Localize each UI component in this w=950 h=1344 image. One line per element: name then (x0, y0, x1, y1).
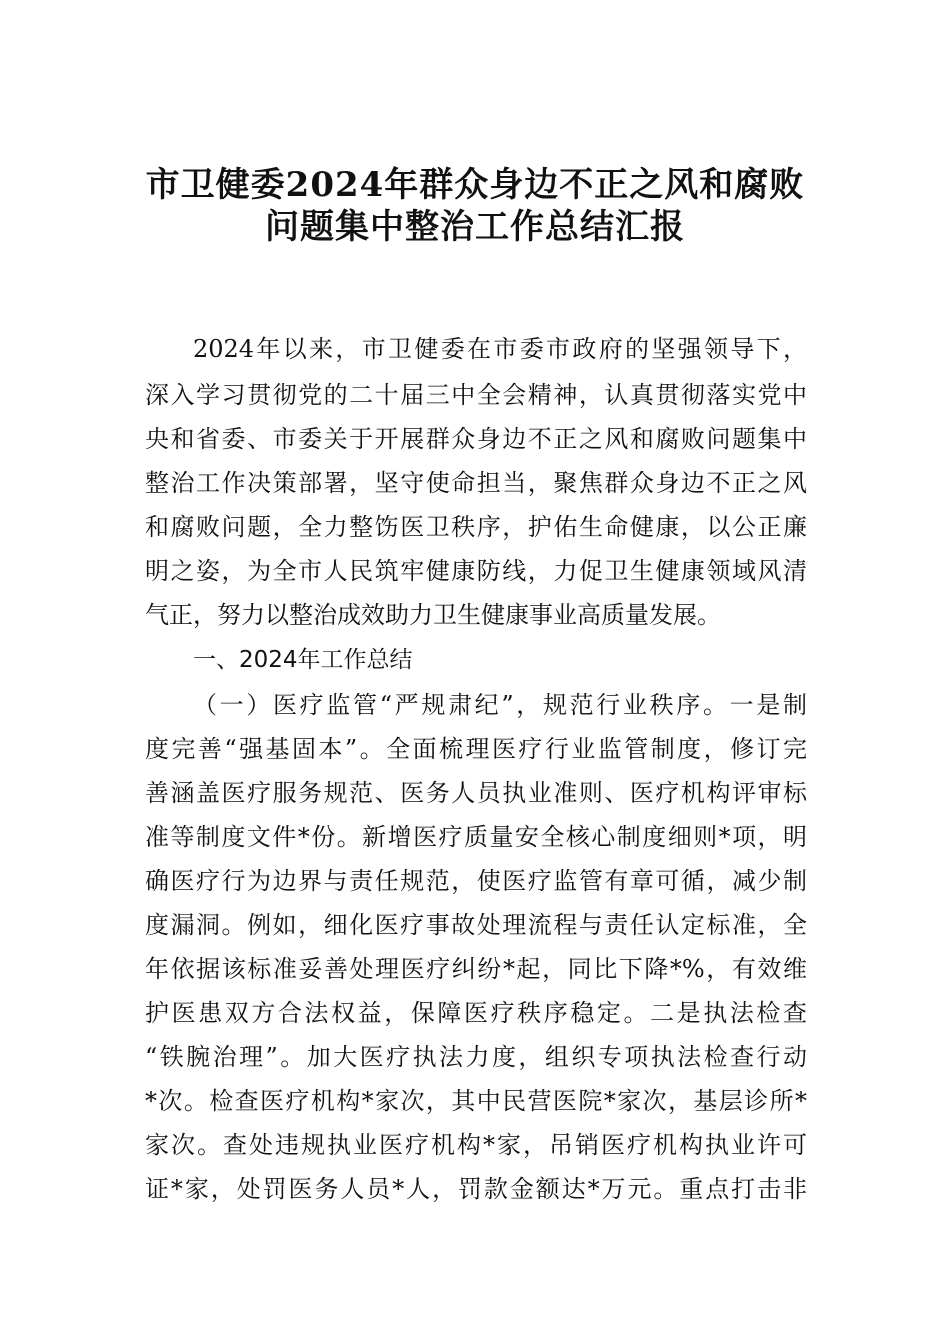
paragraph-line: 年依据该标准妥善处理医疗纠纷*起，同比下降*%，有效维 (145, 955, 807, 983)
paragraph-line: *次。检查医疗机构*家次，其中民营医院*家次，基层诊所* (145, 1087, 807, 1115)
paragraph-line: 家次。查处违规执业医疗机构*家，吊销医疗机构执业许可 (145, 1131, 807, 1159)
paragraph-line: 证*家，处罚医务人员*人，罚款金额达*万元。重点打击非 (145, 1175, 807, 1203)
paragraph-line: 明之姿，为全市人民筑牢健康防线，力促卫生健康领域风清 (145, 557, 807, 585)
paragraph-line: 气正，努力以整治成效助力卫生健康事业高质量发展。 (145, 601, 721, 629)
paragraph-line: 善涵盖医疗服务规范、医务人员执业准则、医疗机构评审标 (145, 779, 807, 807)
paragraph-line: 准等制度文件*份。新增医疗质量安全核心制度细则*项，明 (145, 823, 807, 851)
paragraph-line: “铁腕治理”。加大医疗执法力度，组织专项执法检查行动 (145, 1043, 807, 1071)
paragraph-line: 整治工作决策部署，坚守使命担当，聚焦群众身边不正之风 (145, 469, 807, 497)
paragraph-line: （一）医疗监管“严规肃纪”，规范行业秩序。一是制 (193, 691, 807, 719)
section-heading: 一、2024年工作总结 (193, 647, 413, 673)
paragraph-line: 深入学习贯彻党的二十届三中全会精神，认真贯彻落实党中 (145, 381, 807, 409)
document-title-line-1: 市卫健委2024年群众身边不正之风和腐败 (145, 165, 805, 205)
paragraph-line: 确医疗行为边界与责任规范，使医疗监管有章可循，减少制 (145, 867, 807, 895)
paragraph-line: 度漏洞。例如，细化医疗事故处理流程与责任认定标准，全 (145, 911, 807, 939)
paragraph-line: 度完善“强基固本”。全面梳理医疗行业监管制度，修订完 (145, 735, 807, 763)
paragraph-line: 央和省委、市委关于开展群众身边不正之风和腐败问题集中 (145, 425, 807, 453)
paragraph-line: 和腐败问题，全力整饬医卫秩序，护佑生命健康，以公正廉 (145, 513, 807, 541)
document-title-line-2: 问题集中整治工作总结汇报 (265, 207, 685, 247)
paragraph-line: 护医患双方合法权益，保障医疗秩序稳定。二是执法检查 (145, 999, 807, 1027)
paragraph-line: 2024年以来，市卫健委在市委市政府的坚强领导下， (193, 335, 807, 363)
